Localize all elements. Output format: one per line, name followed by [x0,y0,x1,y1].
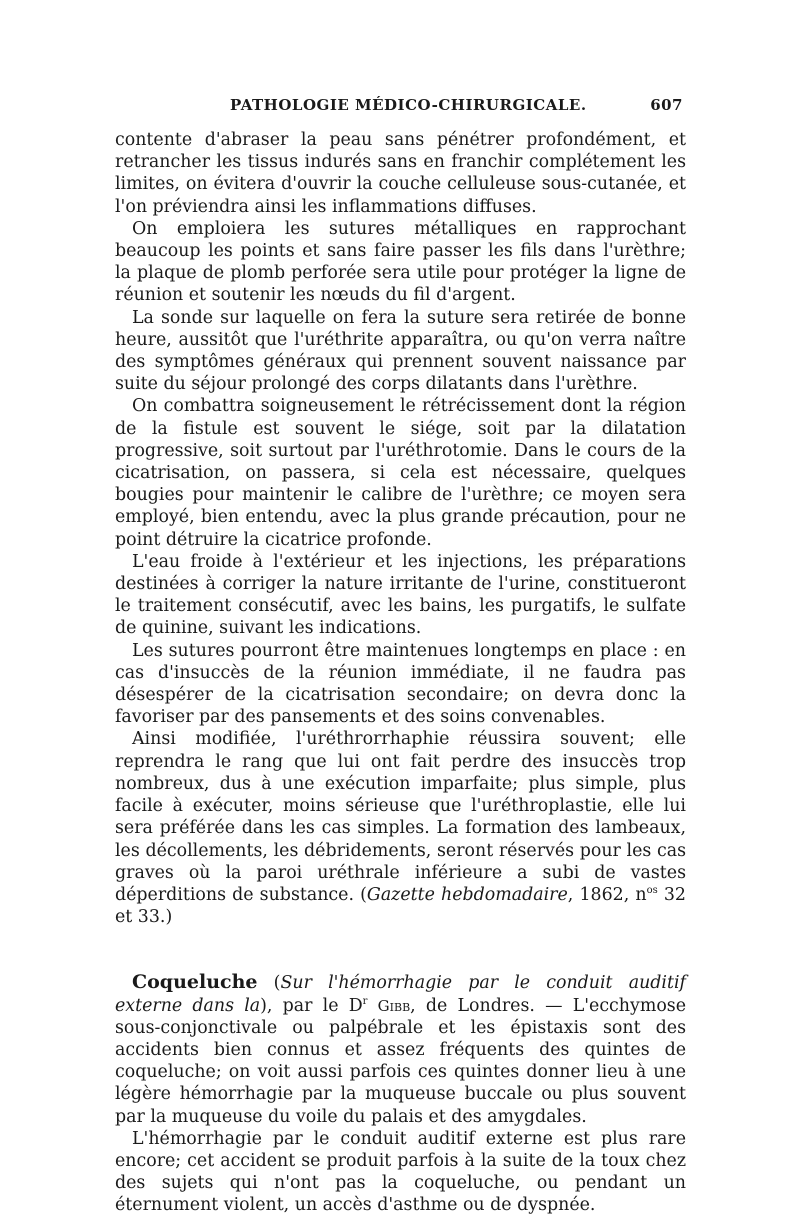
doctor-sup: r [362,995,368,1007]
article-subtitle: Sur l'hémorrhagie par le conduit auditif externe dans la [115,973,686,1016]
citation-sup: os [646,885,658,897]
paragraph-7 [115,728,686,928]
page-number: 607 [650,96,683,114]
section-gap [115,928,686,971]
article-subtitle-open: ( [257,973,281,994]
page-body [115,129,686,1217]
paragraph-5: L'eau froide à l'extérieur et les injections, les préparations destinées à corriger la nature irritante de l'urine, constitueront le traitement consécutif, avec les bains, les purgatifs, le sulfate de quinine, suivant les indications. [115,551,686,639]
paragraph-1: contente d'abraser la peau sans pénétrer profondément, et retrancher les tissus indurés sans en franchir complétement les limites, on évitera d'ouvrir la couche celluleuse sous-cutanée, et l'on préviendra ainsi les inflammations diffuses. [115,130,686,217]
running-title: PATHOLOGIE MÉDICO-CHIRURGICALE. [230,96,587,114]
paragraph-3: La sonde sur laquelle on fera la suture sera retirée de bonne heure, aussitôt que l'uréthrite apparaîtra, ou qu'on verra naître des symptômes généraux qui prennent souvent naissance par suite du séjour prolongé des corps dilatants dans l'urèthre. [115,307,686,395]
citation-tail: 32 et 33.) [115,884,686,928]
paragraph-4: On combattra soigneusement le rétrécissement dont la région de la fistule est souvent le siége, soit par la dilatation progressive, soit surtout par l'uréthrotomie. Dans le cours de la cicatrisation, on passera, si cela est nécessaire, quelques bougies pour maintenir le calibre de l'urèthre; ce moyen sera employé, bien entendu, avec la plus grande précaution, pour ne point détruire la cicatrice profonde. [115,396,686,550]
article-author: Gibb [377,996,411,1015]
article-paragraph-1 [115,971,686,1127]
running-header [115,96,683,120]
article-heading: Coqueluche [132,971,258,994]
citation-details: , 1862, n [567,884,647,905]
paragraph-7-text: Ainsi modifiée, l'uréthrorrhaphie réussira souvent; elle reprendra le rang que lui ont fait perdre des insuccès trop nombreux, dus à une exécution imparfaite; plus simple, plus facile à exécuter, moins sérieuse que l'uréthroplastie, elle lui sera préférée dans les cas simples. La formation des lambeaux, les décollements, les débridements, seront réservés pour les cas graves où la paroi uréthrale inférieure a subi de vastes déperditions de substance. [115,729,686,905]
paragraph-6: Les sutures pourront être maintenues longtemps en place : en cas d'insuccès de la réunion immédiate, il ne faudra pas désespérer de la cicatrisation secondaire; on devra donc la favoriser par des pansements et des soins convenables. [115,640,686,728]
article-lead: , de Londres. — L'ecchymose sous-conjonctivale ou palpébrale et les épistaxis sont des accidents bien connus et assez fréquents des quintes de coqueluche; on voit aussi parfois ces quintes donner lieu à une légère hémorrhagie par la muqueuse buccale ou plus souvent par la muqueuse du voile du palais et des amygdales. [115,995,687,1127]
citation-journal: Gazette hebdomadaire [366,884,568,905]
paragraph-2: On emploiera les sutures métalliques en rapprochant beaucoup les points et sans faire passer les fils dans l'urèthre; la plaque de plomb perforée sera utile pour protéger la ligne de réunion et soutenir les nœuds du fil d'argent. [115,218,686,306]
citation-open: ( [354,884,367,905]
article-subtitle-close: ), par le D [260,995,363,1016]
article-paragraph-2: L'hémorrhagie par le conduit auditif externe est plus rare encore; cet accident se produit parfois à la suite de la toux chez des sujets qui n'ont pas la coqueluche, ou pendant un éternument violent, un accès d'asthme ou de dyspnée. [115,1128,686,1216]
